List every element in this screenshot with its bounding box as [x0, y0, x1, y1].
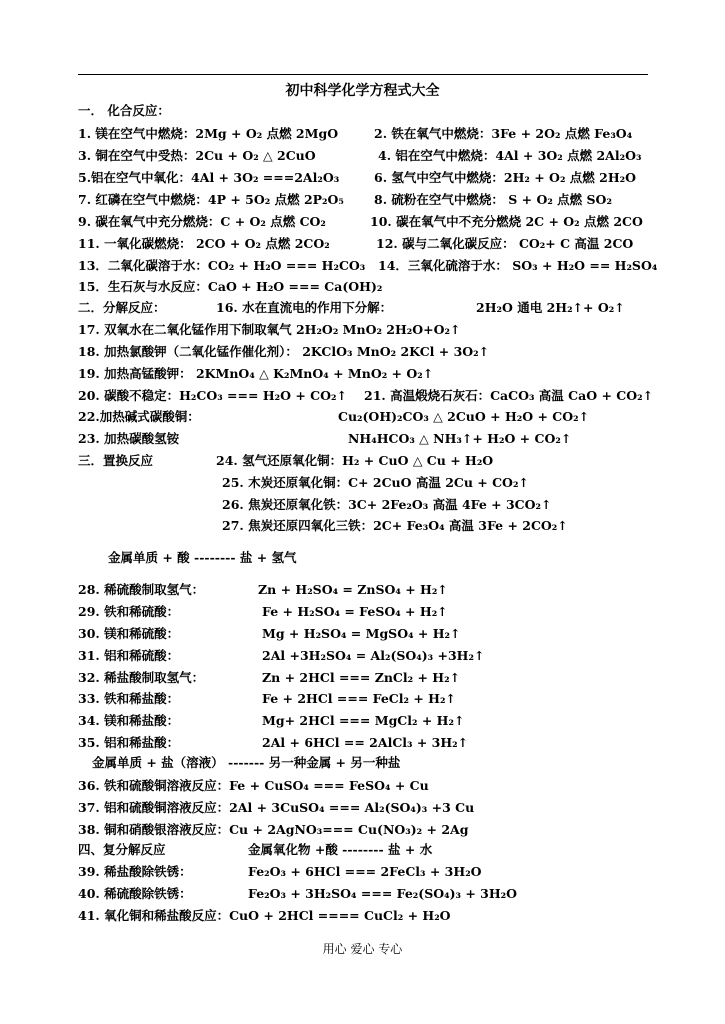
equation-text: 金属单质 + 盐（溶液） ------- 另一种金属 + 另一种盐	[92, 755, 401, 770]
equation-line	[78, 342, 688, 362]
equation-line	[78, 146, 688, 166]
equation-line	[78, 451, 688, 471]
page-footer: 用心 爱心 专心	[322, 942, 403, 956]
equation-line	[78, 753, 688, 773]
equation-line	[78, 429, 688, 449]
equation-text: 14．三氧化硫溶于水： SO₃ + H₂O == H₂SO₄	[378, 258, 658, 273]
equation-line	[78, 798, 688, 818]
equation-text: 9. 碳在氧气中充分燃烧：C + O₂ 点燃 CO₂	[78, 214, 326, 229]
equation-text: 7. 红磷在空气中燃烧：4P + 5O₂ 点燃 2P₂O₅	[78, 192, 344, 207]
equation-text: Mg+ 2HCl === MgCl₂ + H₂↑	[262, 713, 465, 728]
equation-line	[78, 548, 688, 568]
equation-line	[78, 386, 688, 406]
equation-line	[78, 602, 688, 622]
equation-line	[78, 320, 688, 340]
equation-text: Fe + 2HCl === FeCl₂ + H₂↑	[262, 691, 456, 706]
equation-text: 金属单质 + 酸 -------- 盐 + 氢气	[108, 550, 297, 565]
equation-text: 10. 碳在氧气中不充分燃烧 2C + O₂ 点燃 2CO	[370, 214, 643, 229]
equation-text: NH₄HCO₃ △ NH₃↑+ H₂O + CO₂↑	[348, 431, 572, 446]
equation-line	[78, 495, 688, 515]
equation-text: 25. 木炭还原氧化铜：C+ 2CuO 高温 2Cu + CO₂↑	[222, 475, 529, 490]
equation-text: 30. 镁和稀硫酸：	[78, 626, 180, 641]
equation-text: 13．二氧化碳溶于水：CO₂ + H₂O === H₂CO₃	[78, 258, 366, 273]
equation-text: 39. 稀盐酸除铁锈：	[78, 864, 192, 879]
equation-text: 33. 铁和稀盐酸：	[78, 691, 180, 706]
equation-text: 21. 高温煅烧石灰石：CaCO₃ 高温 CaO + CO₂↑	[364, 388, 654, 403]
equation-line	[78, 580, 688, 600]
equation-text: 二．分解反应：	[78, 300, 166, 315]
equation-text: 2. 铁在氧气中燃烧：3Fe + 2O₂ 点燃 Fe₃O₄	[374, 126, 633, 141]
equation-text: 4. 铝在空气中燃烧：4Al + 3O₂ 点燃 2Al₂O₃	[378, 148, 642, 163]
equation-line	[78, 668, 688, 688]
equation-text: Zn + 2HCl === ZnCl₂ + H₂↑	[262, 670, 461, 685]
equation-text: 24. 氢气还原氧化铜：H₂ + CuO △ Cu + H₂O	[216, 453, 494, 468]
equation-line	[78, 407, 688, 427]
equation-text: 23. 加热碳酸氢铵	[78, 431, 180, 446]
equation-text: 18. 加热氯酸钾（二氧化锰作催化剂）： 2KClO₃ MnO₂ 2KCl + 3O₂↑	[78, 344, 490, 359]
equation-text: 31. 铝和稀硫酸：	[78, 648, 180, 663]
equation-line	[78, 101, 688, 121]
equation-text: Zn + H₂SO₄ = ZnSO₄ + H₂↑	[258, 582, 448, 597]
equation-text: 2Al +3H₂SO₄ = Al₂(SO₄)₃ +3H₂↑	[262, 648, 485, 663]
equation-text: 17. 双氧水在二氧化锰作用下制取氧气 2H₂O₂ MnO₂ 2H₂O+O₂↑	[78, 322, 461, 337]
equation-text: 15．生石灰与水反应：CaO + H₂O === Ca(OH)₂	[78, 279, 383, 294]
equation-line	[78, 906, 688, 926]
equation-text: 1. 镁在空气中燃烧：2Mg + O₂ 点燃 2MgO	[78, 126, 339, 141]
top-rule	[78, 74, 648, 75]
equation-text: 41. 氧化铜和稀盐酸反应：CuO + 2HCl ==== CuCl₂ + H₂O	[78, 908, 451, 923]
equation-line	[78, 689, 688, 709]
equation-line	[78, 733, 688, 753]
page-title: 初中科学化学方程式大全	[285, 83, 440, 99]
equation-text: 2Al + 6HCl == 2AlCl₃ + 3H₂↑	[262, 735, 469, 750]
equation-text: Mg + H₂SO₄ = MgSO₄ + H₂↑	[262, 626, 461, 641]
equation-line	[78, 364, 688, 384]
equation-text: 35. 铝和稀盐酸：	[78, 735, 180, 750]
equation-text: 12. 碳与二氧化碳反应： CO₂+ C 高温 2CO	[376, 236, 634, 251]
equation-line	[78, 840, 688, 860]
equation-text: 32. 稀盐酸制取氢气：	[78, 670, 205, 685]
equation-text: 40. 稀硫酸除铁锈：	[78, 886, 192, 901]
equation-line	[78, 168, 688, 188]
equation-text: 34. 镁和稀盐酸：	[78, 713, 180, 728]
equation-text: 6. 氢气中空气中燃烧：2H₂ + O₂ 点燃 2H₂O	[374, 170, 636, 185]
equation-text: 37. 铝和硫酸铜溶液反应：2Al + 3CuSO₄ === Al₂(SO₄)₃ +3 Cu	[78, 800, 475, 815]
equation-line	[78, 473, 688, 493]
equation-text: 四、复分解反应	[78, 842, 166, 857]
equation-text: 36. 铁和硫酸铜溶液反应：Fe + CuSO₄ === FeSO₄ + Cu	[78, 778, 429, 793]
equation-text: 28. 稀硫酸制取氢气：	[78, 582, 205, 597]
equation-line	[78, 516, 688, 536]
equation-text: 27. 焦炭还原四氧化三铁：2C+ Fe₃O₄ 高温 3Fe + 2CO₂↑	[222, 518, 568, 533]
equation-line	[78, 277, 688, 297]
equation-text: Fe + H₂SO₄ = FeSO₄ + H₂↑	[262, 604, 448, 619]
equation-line	[78, 820, 688, 840]
equation-text: 3. 铜在空气中受热：2Cu + O₂ △ 2CuO	[78, 148, 316, 163]
equation-text: 20. 碳酸不稳定：H₂CO₃ === H₂O + CO₂↑	[78, 388, 347, 403]
equation-line	[78, 124, 688, 144]
equation-line	[78, 711, 688, 731]
equation-line	[78, 624, 688, 644]
equation-text: 19. 加热高锰酸钾： 2KMnO₄ △ K₂MnO₄ + MnO₂ + O₂↑	[78, 366, 434, 381]
equation-text: 26. 焦炭还原氧化铁：3C+ 2Fe₂O₃ 高温 4Fe + 3CO₂↑	[222, 497, 552, 512]
equation-text: 金属氧化物 +酸 -------- 盐 + 水	[248, 842, 433, 857]
equation-line	[78, 776, 688, 796]
equation-line	[78, 212, 688, 232]
equation-text: 16. 水在直流电的作用下分解：	[216, 300, 393, 315]
equation-text: 三．置换反应	[78, 453, 154, 468]
equation-text: 38. 铜和硝酸银溶液反应：Cu + 2AgNO₃=== Cu(NO₃)₂ + 2Ag	[78, 822, 469, 837]
equation-line	[78, 234, 688, 254]
equation-line	[78, 298, 688, 318]
equation-text: 2H₂O 通电 2H₂↑+ O₂↑	[476, 300, 625, 315]
equation-text: 8. 硫粉在空气中燃烧： S + O₂ 点燃 SO₂	[374, 192, 612, 207]
equation-line	[78, 884, 688, 904]
equation-text: Fe₂O₃ + 3H₂SO₄ === Fe₂(SO₄)₃ + 3H₂O	[248, 886, 518, 901]
equation-text: 22.加热碱式碳酸铜：	[78, 409, 200, 424]
equation-line	[78, 862, 688, 882]
equation-line	[78, 256, 688, 276]
equation-text: 一． 化合反应：	[78, 103, 170, 118]
equation-text: 11. 一氧化碳燃烧： 2CO + O₂ 点燃 2CO₂	[78, 236, 330, 251]
equation-text: Fe₂O₃ + 6HCl === 2FeCl₃ + 3H₂O	[248, 864, 482, 879]
equation-line	[78, 646, 688, 666]
equation-line	[78, 190, 688, 210]
equation-text: 5.铝在空气中氧化：4Al + 3O₂ ===2Al₂O₃	[78, 170, 340, 185]
equation-text: 29. 铁和稀硫酸：	[78, 604, 180, 619]
equation-text: Cu₂(OH)₂CO₃ △ 2CuO + H₂O + CO₂↑	[338, 409, 590, 424]
